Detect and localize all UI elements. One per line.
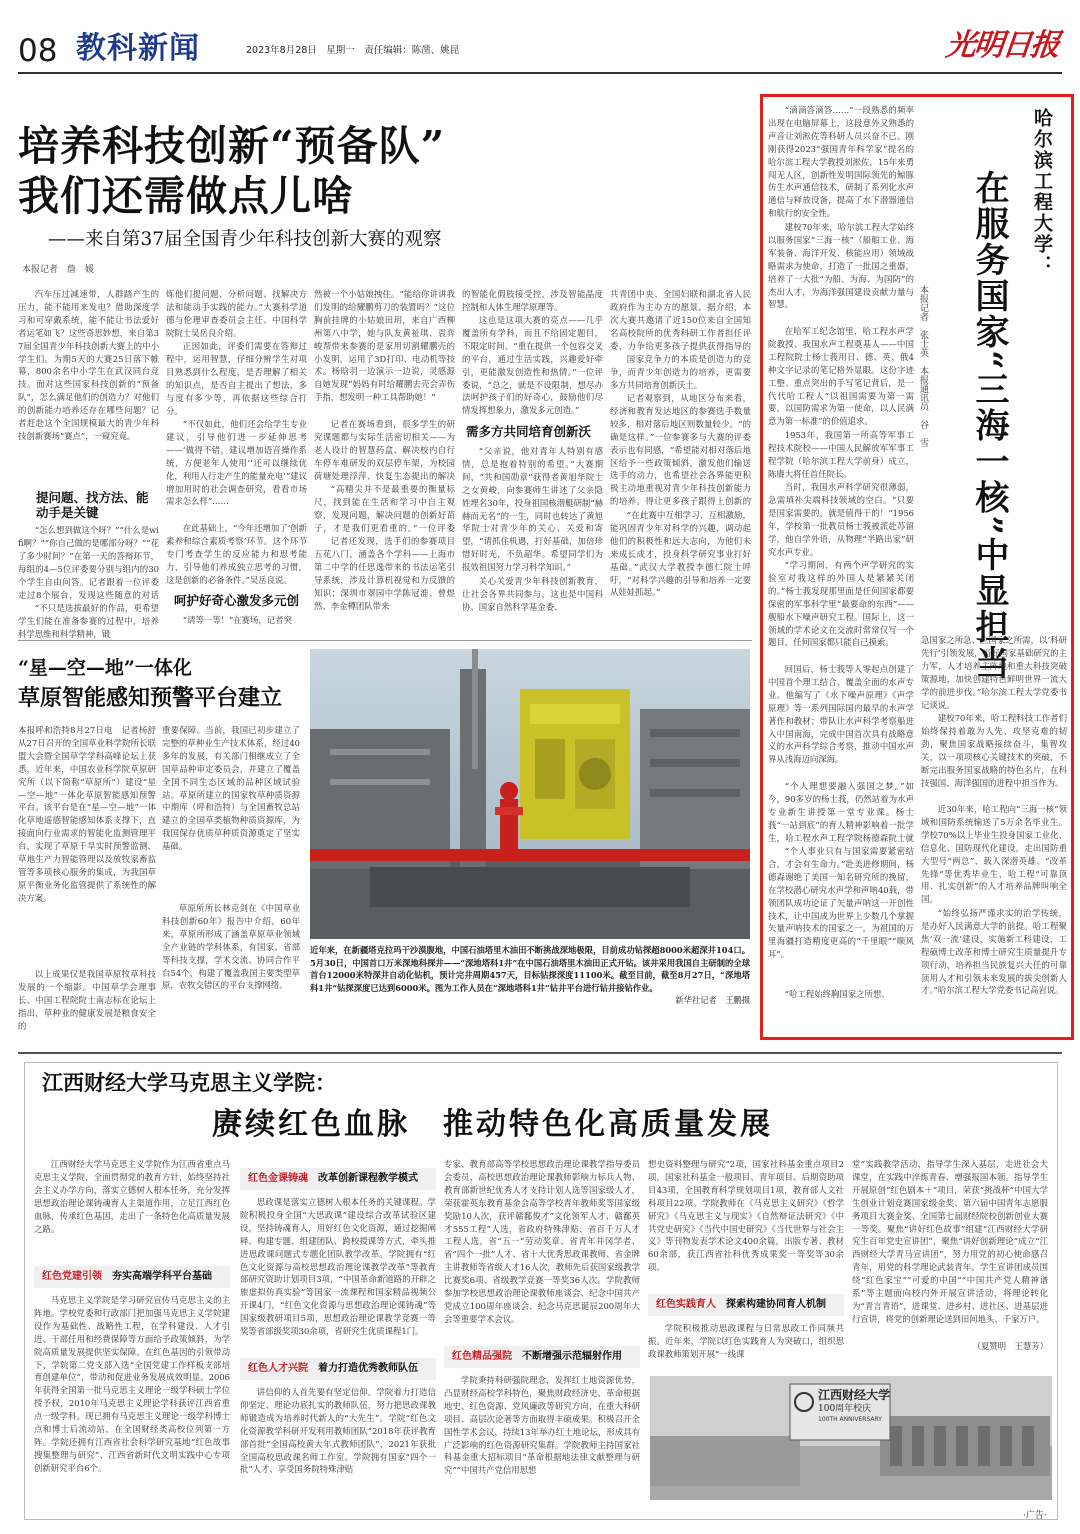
oil-drilling-photo: [310, 649, 750, 939]
photo-credit: 新华社记者 王鹏摄: [675, 995, 750, 1005]
section-divider: [18, 1052, 1062, 1054]
mid-headline-line1: “星—空—地”一体化: [18, 657, 192, 679]
main-headline-line1: 培养科技创新“预备队”: [18, 122, 446, 170]
paragraph: “父亲说，他对青年人特别有感情，总是抱着特别的希望。”大赛期间，“共和国勋章”获得者黄旭华院士之女黄峻，向参赛师生讲述了父亲隐姓埋名30年，投身祖国核潜艇研制“赫赫而无名”的一生，同时也转达了黄旭华院士对青少年的关心、关爱和寄望，“请抓住机遇，打好基础，加倍珍惜好时光，不负韶华。希望同学们为报效祖国努力学习科学知识。”: [462, 446, 603, 573]
paragraph: 在哈军工纪念馆里，哈工程水声学院教授、我国水声工程奠基人——中国工程院院士杨士莪用日、德、英、俄4种文字记录的笔记格外显眼。这份字迹工整、重点突出的手写笔记背后，是一代代哈工程人“以祖国需要为第一需要，以国防需求为第一使命，以人民满意为第一标准”的价值追求。: [768, 326, 914, 427]
paragraph: 回国后，杨士莪等人零起点创建了中国首个理工结合、覆盖全面的水声专业。他编写了《水下噪声原理》《声学原理》等一系列国际国内最早的水声学著作和教材；带队让水声科学考察船进入中国南海，完成中国首次具有战略意义的水声科学综合考察，推动中国水声界从浅海迈向深海。: [768, 664, 914, 765]
paragraph: “哈工程始终胸国家之所想、: [784, 989, 890, 999]
paragraph: 想史资料整理与研究”2项，国家社科基金重点项目2项，国家社科基金一般项目、青年项目、后期资助项目43项，全国教育科学规划项目1项，教育部人文社科项目22项。学院教师在《马克思主义研究》《哲学研究》《马克思主义与现实》《自然辩证法研究》《中共党史研究》《当代中国史研究》《当代世界与社会主义》等刊物发表学术论文400余篇，出版专著、教材60余部，获江西省社科优秀成果奖一等奖等30余项。: [648, 1159, 844, 1273]
main-headline-line2: 我们还需做点儿啥: [18, 172, 354, 220]
heading-red: 红色党建引领: [42, 1271, 102, 1282]
paragraph: 建校70年来，哈尔滨工程大学始终以服务国家“三海一核”（船舶工业、海军装备、海洋开发、核能应用）领域战略需求为使命，打造了一批国之重器，培养了一大批“为船、为海、为国防”的杰出人才，为海洋强国建设贡献力量与智慧。: [768, 222, 914, 310]
paragraph: 思政课是落实立德树人根本任务的关键课程。学院积极投身全国“大思政课”建设综合改革试验区建设，坚持铸魂育人，用好红色文化资源，通过挖掘阐释、构建专题、组建团队、跨校授课等方式，牵头推进思政课问题式专题化团队教学改革。学院拥有“红色文化资源与高校思想政治理论课教学改革”等教育部研究资助计划项目3项，“中国革命新道路的开辟之旅虚拟仿真实验”等国家一流课程和国家精品视频公开课4门，“红色文化资源与思想政治理论课铸魂”等国家级教研项目5项，思想政治理论课教学竞赛一等奖等省部级奖项30余项，省研究生优质课程1门。: [240, 1197, 436, 1337]
heading-text: 着力打造优秀教师队伍: [318, 1363, 418, 1374]
right-headline-line2: 在服务国家“三海一核”中显担当: [969, 170, 1009, 682]
heading-red: 红色实践育人: [656, 1299, 716, 1310]
paragraph: 共青团中央、全国妇联和湖北省人民政府作为主办方的愿景。据介绍，本次大赛共邀请了近150位来自全国知名高校院所的优秀科研工作者担任评委，力争给更多孩子提供获得指导的: [610, 289, 751, 351]
paragraph: 记者观察到，从地区分布来看，经济和教育发达地区的参赛选手数量较多，相对落后地区则数量较少。“的确是这样。”一位参赛多与大赛的评委表示也有同感，“希望能对相对落后地区给予一些政策倾斜，激发他们输送选手的动力，也希望社会各界能更积极主动地重视对青少年科技创新能力的培养。得让更多孩子跟得上创新的: [610, 393, 751, 507]
section-heading: [648, 1294, 844, 1316]
bottom-col-3: [444, 1158, 640, 1508]
paragraph: “个人事业只有与国家需要紧密结合，才会有生命力。”赴美进修期间，杨德森谢绝了美国一知名研究所的挽留，在学校潜心研究水声学和声呐40载，带领团队成功论证了矢量声呐这一开创性技术，让中国成为世界上少数几个掌握矢量声呐技术的国家之一，为祖国的万里海疆打造精度更高的“千里眼”“顺风耳”。: [768, 846, 914, 960]
paragraph: 1953年，我国第一所高等军事工程技术院校——中国人民解放军军事工程学院（哈尔滨工程大学前身）成立，陈赓大将任首任院长。: [768, 430, 914, 479]
bottom-col-5: [852, 1158, 1048, 1370]
paragraph: 在此基础上，“今年还增加了‘创新素养和综合素质考察’环节。这个环节专门考查学生的反应能力和思考能力，引导他们养成独立思考的习惯，这是创新的必备条件。”吴岳良说。: [166, 523, 307, 585]
main-subheadline: ——来自第37届全国青少年科技创新大赛的观察: [48, 229, 442, 250]
heading-text: 夯实高端学科平台基础: [112, 1271, 212, 1282]
main-col-5: [610, 288, 751, 628]
bottom-headline-line2: 赓续红色血脉 推动特色化高质量发展: [212, 1107, 773, 1142]
mid-headline-line2: 草原智能感知预警平台建立: [18, 685, 283, 711]
paragraph: “怎么想到做这个呀？”“什么是wifi啊？”“你自己做的是哪部分呀？”“花了多少时间？”在第一天的答辩环节，每组的4—5位评委要分别与组内的30个学生自由问答。记者跟着一位评委走过8个展台，发现这些随意的对话: [18, 525, 159, 600]
mid-col-1: [18, 724, 156, 1044]
section-heading: [34, 1266, 230, 1288]
paragraph: 学院积极推动思政课程与日常思政工作同频共振。近年来，学院以红色实践育人为突破口，组织思政课教师策划开展“一线课: [648, 1323, 844, 1359]
paragraph: 然被一个小姑娘拽住。“能给你讲讲我们发明的给耀鹏剪刀的装置吗？”这位胸前挂牌的小姑娘田玥，来自广西柳州第八中学，她与队友黄祉琪、袁弈峻帮带来参赛的是家用切割耀鹏壳的小发明，运用了3D打印、电动机等技术。杨晗羽一边演示一边说，灵感源自她发现“妈妈有时给耀鹏去壳会弄伤手指，想发明一种工具帮助她！”: [314, 289, 455, 403]
anniversary-text: 100周年校庆: [818, 1404, 872, 1414]
right-byline: 本报记者 张士英 本报通讯员 谷 雪: [918, 285, 928, 447]
paragraph: 专家、教育部高等学校思想政治理论课教学指导委员会委员、高校思想政治理论课教师影响力标兵人物、教育部新世纪优秀人才支持计划人选等国家级人才，荣获霍英东教育基金会高等学校青年教师奖等国家级奖励10人次，获评赣鄱俊才“文化领军人才、赣鄱英才555工程”人选，省政府特殊津贴、省百千万人才工程人选，省“五一”劳动奖章、省青年井冈学者、省“四个一批”人才、省十大优秀思政课教师、省金牌主讲教师等省级人才16人次，教师先后获国家级教学比赛奖6项、省级教学竞赛一等奖36人次。学院教师参加学校思想政治理论课教师座谈会、纪念中国共产党成立100周年座谈会、纪念马克思诞辰200周年大会等重要学术会议。: [444, 1159, 640, 1324]
paragraph: 本报呼和浩特8月27日电 记者杨舒从27日召开的全国草业科学院所长联盟大会暨全国草学学科高峰论坛上获悉，近年来，中国农业科学院草原研究所（以下简称“草原所”）建设“星—空—地”一体化草原智能感知预警平台。该平台是在“星—空—地”一体化草地遥感智能感知体系支撑下，直接面向行业需求的智能化监测管理平台，实现了草原千旱实时预警监测、草地生产力智能管理以及放牧家畜监管等多项核心服务的集成，为我国草原平衡业务化监管提供了系统性的解决方案。: [18, 725, 156, 903]
paragraph: 重要保障。当前，我国已初步建立了完整的草种业生产技术体系，经过40多年的发展，有关部门相继成立了全国草品种审定委员会，并建立了覆盖全国不同生态区域的品种区域试验站。草原所建立的国家牧草种质资源中期库（呼和浩特）与全国畜牧总站建立的全国草类植物种质资源库，为我国保存优质草种质资源奠定了坚实基础。: [162, 725, 300, 852]
main-col-2: [166, 288, 307, 628]
right-headline-line1: 哈尔滨工程大学：: [1031, 108, 1053, 276]
paragraph: 马克思主义学院是学习研究宣传马克思主义的主阵地。学校党委和行政部门把加强马克思主义学院建设作为基础性、战略性工程，在学科建设、人才引进、干部任用和经费保障等方面给予政策倾斜，为学院高质量发展提供坚实保障。在红色基因的引领带动下，学院第二党支部入选“全国党建工作样板支部培育创建单位”，带动和促进业务发展成效明显。2006年获得全国第一批马克思主义理论一级学科硕士学位授予权，2010年马克思主义理论学科获评江西省重点一级学科。现已拥有马克思主义理论一级学科博士点和博士后流动站，在全国财经类高校位列第一方阵。学院还拥有江西省社会科学研究基地“红色故事搜集整理与研究”、江西省新时代文明实践中心专项创新研究平台6个。: [34, 1295, 230, 1473]
main-col-1: [18, 288, 159, 639]
article-credit: （夏赞明 王慧芳）: [972, 1341, 1048, 1351]
paragraph: 当时，我国水声科学研究很薄弱，急需填补尖端科技领域的空白。“只要是国家需要的，就是值得干的！”1956年，学校第一批教员杨士莪被派赴苏留学，他自学外语，从物理“半路出家”研究水声专业。: [768, 482, 914, 557]
page-number: 08: [18, 33, 58, 69]
mid-col-2: [162, 724, 300, 1044]
section-heading: [240, 1168, 436, 1190]
paragraph: “高精尖并不是最重要的衡量标尺，找到能在生活和学习中自主观察，发现问题，解决问题的创新好苗子，才是我们更看重的。”一位评委: [314, 484, 455, 533]
bottom-headline-line1: 江西财经大学马克思主义学院：: [42, 1070, 336, 1095]
heading-red: 红色精品强院: [452, 1351, 512, 1362]
paragraph: “滴滴答滴答……”一段熟悉的频率出现在电脑屏幕上，这段意外又熟悉的声音让刘淞佐等科研人员兴奋不已。刚刚获得2023“强国青年科学家”提名的哈尔滨工程大学教授刘淞佐，15年来勇闯无人区，创新性发明国际领先的鲸豚仿生水声通信技术，研制了系列化水声通信与释放设备，提高了水下潜器通信和航行的安全性。: [768, 105, 914, 219]
campus-building-image: [650, 1376, 1052, 1500]
heading-text: 探索构建协同育人机制: [726, 1299, 826, 1310]
section-heading: [444, 1346, 640, 1368]
paragraph: 以上成果仅是我国草原牧草科技发展的一个缩影。中国草学会理事长、中国工程院院士南志标在论坛上指出，草种业的健康发展是粮食安全的: [18, 969, 156, 1031]
main-byline: 本报记者 詹 媛: [22, 265, 95, 275]
paragraph: 建校70年来，哈工程科技工作者们始终保持着敢为人先、攻坚克难的韧劲，聚焦国家战略接续奋斗，集智攻关，以一项项核心关键技术的突破，不断完出服务国家战略的特色名片，在科技强国、海洋强国的进程中担当作为。: [921, 713, 1067, 788]
heading-red: 红色金课铸魂: [248, 1173, 308, 1184]
paragraph: 这也是这项大赛的亮点——几乎覆盖所有学科，而且不给固定题目，不限定时间。“重在提供一个包容交叉的平台，通过生活实践，兴趣爱好牵引，更能激发创造性和热情。”一位评委说，“总之，就是不设限制，想尽办法呵护孩子们的好奇心，鼓励他们尽情发挥想象力，激发多元创造。”: [462, 315, 603, 416]
photo-caption: [310, 944, 750, 1007]
paragraph: 国家竞争力的本质是创造力的竞争，而青少年创造力的培养，更需要多方共同培育创新沃土。: [610, 354, 751, 390]
heading-text: 改革创新课程教学模式: [318, 1173, 418, 1184]
bottom-col-4: [648, 1158, 844, 1368]
paragraph: 关心关爱青少年科技创新教育，让社会各界共同参与，这也是中国科协、国家自然科学基金委、: [462, 576, 603, 612]
right-col-1: [768, 104, 914, 1030]
paragraph: 近30年来，哈工程向“三海一核”领域和国防系统输送了5万余名毕业生。学校70%以上毕业生投身国家工业化、信息化、国防现代化建设，走出国防重大型号“两总”、载人深潜英雄、“改革先锋”等优秀毕业生，哈工程“可靠顶用、扎实创新”的人才培养品牌叫响全国。: [921, 804, 1067, 905]
paragraph: “不仅如此，他们还会给学生专业建议，引导他们进一步延伸思考——‘做得不错，建议增加语音操作系统，方便老年人使用’‘还可以继续优化，利用人行走产生的能量充电’”建议增加用时的社会调查研究，看看市场需求怎么样”……: [166, 419, 307, 507]
heading-red: 红色人才兴院: [248, 1363, 308, 1374]
paragraph: 记者还发现，选手们的参赛项目五花八门，涵盖各个学科——上海市第二中学的任思逸带来的书法运笔引导系统，涉及计算机视觉和力反馈的知识；深圳市翠园中学陈冠淮、曾煜然、李金樽团队带来: [314, 536, 455, 611]
paragraph: “学习期间，有两个声学研究的实验室对我这样的外国人是紧紧关闭的。”杨士莪发现那里面是任何国家都要保密的军事科学里“最要命的东西”——舰船水下噪声研究工程。国际上，这一领域的学术论文在交流时常常仅写一个题目，任何国家都只能自己摸索。: [768, 560, 914, 648]
paragraph: “请等一等！”在赛场，记者突: [182, 615, 292, 625]
paragraph: 急国家之所急、应国家之所需，以‘科研先行’引领发展，当好国家基础研究的主力军，人才培养主阵地和重大科技突破策源地，加快创建特色鲜明世界一流大学的前进步伐。”哈尔滨工程大学党委书记谈说。: [921, 635, 1067, 710]
paragraph: 汽车压过减速带，人群踏产生的压力，能不能用来发电？借助深度学习和可穿戴系统，能不能让书法爱好者运笔如飞？这些奇思妙想，来自第37届全国青少年科技创新大赛上的中小学生们。为期5天的大赛25日落下帷幕，800余名中小学生在武汉同台竞技。面对这些国家科技创新的“预备队”，怎么满足他们的创造力？对他们的创新能力培养还存在哪些问题？记者赶赴这个全国规模最大的青少年科技创新赛场“赛点”，一窥究竟。: [18, 289, 159, 441]
subheading: 提问题、找方法、能动手是关键: [36, 490, 149, 520]
bottom-col-1: [34, 1158, 230, 1508]
subheading: 需多方共同培育创新沃: [466, 424, 592, 439]
ad-label: ·广告·: [1023, 1511, 1047, 1521]
paragraph: 记者在赛场看到，很多学生的研究课题都与实际生活密切相关——为老人设计的智慧药盒、解决校内自行车停车难研发的双层停车架，为校园荷塘处理浮萍、快复生态提出的解决: [314, 419, 455, 481]
paragraph: 讲信仰的人首先要有坚定信仰。学院着力打造信仰坚定、理论功底扎实的教师队伍，努力把思政课教师锻造成为培养时代新人的“大先生”。学院“红色文化资源教学科研开发利用教师团队”2018年获评教育部首批“全国高校黄大年式教师团队”，2021年获批全国高校思政课名师工作室。学院拥有国家“四个一批”人才、享受国务院特殊津贴: [240, 1387, 436, 1475]
paragraph: 炼他们提问题、分析问题、找解决方法和能动手实践的能力。”大赛科学道德与伦理审查委员会主任、中国科学院院士吴岳良介绍。: [166, 289, 307, 338]
main-col-4: [462, 288, 603, 628]
page-meta: 2023年8月28日 星期一 责任编辑：陈凿、姚昆: [246, 45, 460, 56]
paragraph: 学院秉持科研强院理念，发挥红土地资源优势，凸显财经高校学科特色，聚焦财政经济史、革命根据地史、红色资源、党风廉政等研究方向，在重大科研项目、高层次论著等方面取得丰硕成果。积极召开全国性学术会议，持续13年举办红土地论坛，形成具有广泛影响的红色资源研究集群。学院教师主持国家社科基金重大招标项目“革命根据地法律文献整理与研究”“中国共产党信用思想: [444, 1375, 640, 1476]
paragraph: 正因如此，评委们需要在答辩过程中，运用智慧，仔细分辨学生对项目熟悉到什么程度，是否理解了相关的知识点，是否自主提出了想法，多与度有多少等，再依据这些综合打分。: [166, 341, 307, 416]
paragraph: “始终弘扬严谨求实的治学传统，是办好人民满意大学的前提。哈工程聚焦‘双一流’建设，实施新工科建设，工程硕博士改革和博士研究生质量提升专项行动，培养担当民族复兴大任的可靠顶用人才和引领未来发展的拔尖创新人才。”哈尔滨工程大学党委书记高岩说。: [921, 908, 1067, 996]
masthead-logo: 光明日报: [944, 28, 1060, 63]
divider: [18, 640, 752, 641]
paragraph: 堂”实践教学活动，指导学生深入基层，走进社会大课堂，在实践中淬炼青春、增强报国本领。指导学生开展原创“红色剧本＋”项目，荣获“挑战杯”中国大学生创业计划竞赛国家级金奖、第六届中国青年志愿服务项目大赛金奖、全国第七届财经院校创新创业大赛一等奖。聚焦“讲好红色故事”组建“江西财经大学研究生百年党史宣讲团”，聚焦“讲好创新理论”成立“江西财经大学青马宣讲团”，努力用党的初心使命感召青年，用党的科学理论武装青年。学生宣讲团成员围绕“红色家宝”“可爱的中国”“中国共产党人精神谱系”等主题面向校内外开展宣讲活动，将理论转化为“青言青语”，进课堂、进乡村、进社区、进基层进行宣讲，将党的创新理论送到田间地头、千家万户。: [852, 1159, 1048, 1324]
paragraph: “不只是选拔最好的作品，更希望学生们能在准备参赛的过程中，培养科学思维和科学精神，锻: [18, 603, 159, 639]
paragraph: “在此赛中互相学习、互相激励，能巩固青少年对科学的兴趣，调动起他们的积极性和远大志向，为他们未来成长成才，投身科学研究事业打好基础。”武汉大学教授李德仁院士呼吁，“对科学兴趣的引导和培养一定要从娃娃抓起。”: [610, 510, 751, 598]
right-col-2: [921, 634, 1067, 1030]
heading-text: 不断增强示范辐射作用: [522, 1351, 622, 1362]
section-title: 教科新闻: [76, 31, 200, 66]
header-rule: [18, 72, 1062, 74]
paragraph: 江西财经大学马克思主义学院作为江西省重点马克思主义学院，全面贯彻党的教育方针，始终坚持社会主义办学方向，落实立德树人根本任务，充分发挥思想政治理论课铸魂育人主渠道作用，立足江西红色血脉，传承红色基因，走出了一条特色化高质量发展之路。: [34, 1159, 230, 1234]
paragraph: “个人理想要融入强国之梦。”如今，90多岁的杨士莪，仍然站着为水声专业新生讲授第一堂专业课。杨士莪“一站到底”的育人精神影响着一批学生，哈工程水声工程学院杨德森院士就: [768, 781, 914, 843]
university-logo-text: 江西财经大学: [818, 1388, 891, 1402]
bottom-col-2: [240, 1158, 436, 1508]
caption-text: 近年来，在新疆塔克拉玛干沙漠腹地，中国石油塔里木油田不断挑战深地极限，目前成功钻探超8000米超深井104口。5月30日，中国首口万米深地科探井——“深地塔科1井”在中国石油塔里木油田正式开钻。该井采用我国自主研制的全球首台12000米特深井自动化钻机，预计完井周期457天，目标钻探深度11100米。截至目前，截至8月27日，“深地塔科1井”钻探深度已达到6000米。图为工作人员在“深地塔科1井”钻井平台进行钻井接钻作业。: [310, 945, 750, 993]
anniversary-en-text: 100TH ANNIVERSARY: [818, 1416, 882, 1423]
subheading: 呵护好奇心激发多元创: [174, 593, 300, 608]
drilling-platform-image: [310, 649, 750, 939]
paragraph: 草原所所长林克剑在《中国草业科技创新60年》报告中介绍，60年来，草原所形成了涵盖草原草业领域全产业链的学科体系，有国家、省部等科技支撑，学术交流、协同合作平台54个，构建了覆盖我国主要类型草原，农牧交错区的平台支撑网络。: [162, 903, 300, 991]
section-heading: [240, 1358, 436, 1380]
paragraph: 的智能化假肢接受控，涉及智能晶度控制和人体生理学原理等。: [462, 289, 603, 312]
main-col-3: [314, 288, 455, 628]
